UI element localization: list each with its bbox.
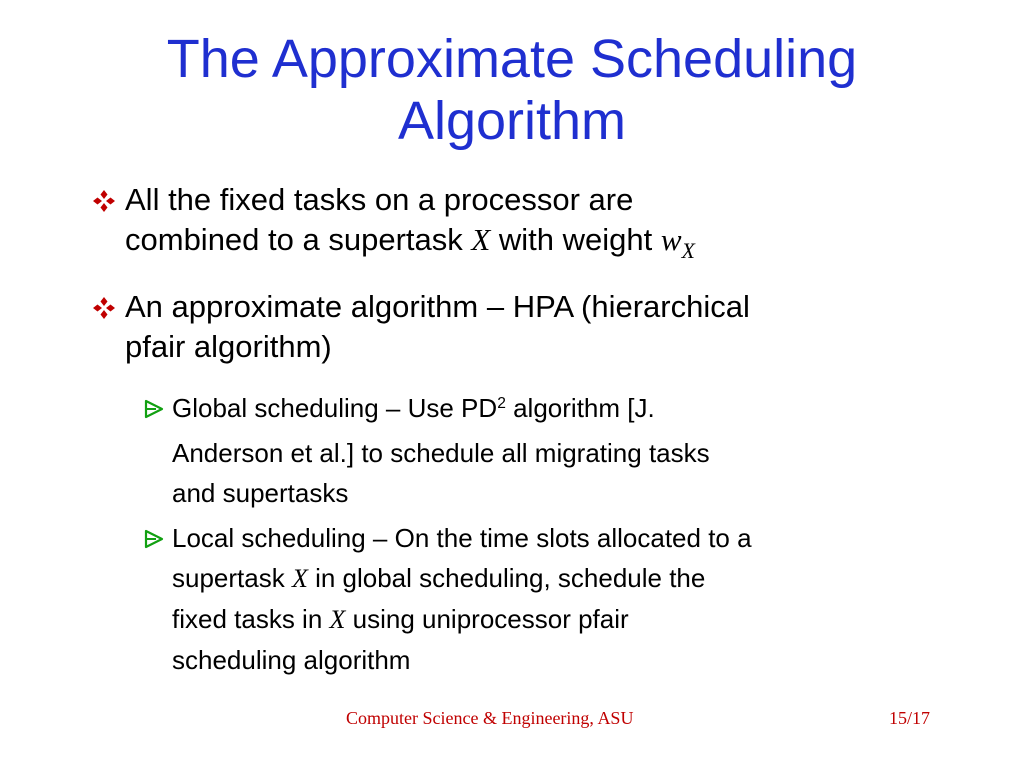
variable-w-subscript: X — [681, 238, 695, 263]
arrow-triangle-bullet-icon — [142, 518, 168, 558]
subbullet-text-fragment: fixed tasks in — [172, 604, 330, 634]
bullet-text-line: All the fixed tasks on a processor are — [125, 182, 634, 217]
subbullet-text-line: scheduling algorithm — [172, 645, 411, 675]
variable-x: X — [471, 222, 491, 257]
variable-w: w — [660, 222, 682, 257]
subbullet-text-fragment: using uniprocessor pfair — [345, 604, 629, 634]
subbullet-global-scheduling — [142, 388, 952, 508]
bullet-text-line: An approximate algorithm – HPA (hierarchical — [125, 289, 750, 324]
slide-title-line-2: Algorithm — [397, 91, 627, 151]
arrow-triangle-bullet-icon — [142, 388, 168, 428]
variable-x: X — [329, 605, 346, 634]
bullet-hpa — [90, 287, 950, 367]
footer-institution: Computer Science & Engineering, ASU — [346, 708, 634, 728]
bullet-text-fragment: combined to a supertask — [125, 222, 472, 257]
subbullet-text-line: Local scheduling – On the time slots allocated to a — [172, 523, 752, 553]
bullet-fixed-tasks — [90, 180, 950, 263]
bullet-text-line — [125, 220, 945, 263]
bullet-text-fragment: with weight — [490, 222, 661, 257]
subbullet-text-line — [172, 599, 952, 640]
variable-x: X — [291, 564, 308, 593]
four-diamond-bullet-icon — [90, 180, 122, 220]
subbullet-text-fragment: in global scheduling, schedule the — [307, 563, 706, 593]
subbullet-text-line: and supertasks — [172, 478, 349, 508]
bullet-text-line: pfair algorithm) — [125, 329, 332, 364]
slide-title — [40, 28, 984, 152]
subbullet-text-fragment: algorithm [J. — [505, 393, 655, 423]
four-diamond-bullet-icon — [90, 287, 122, 327]
subbullet-text-line: Anderson et al.] to schedule all migrating tasks — [172, 438, 710, 468]
subbullet-text-fragment: supertask — [172, 563, 292, 593]
slide-title-line-1: The Approximate Scheduling — [166, 29, 858, 89]
subbullet-text-line — [172, 388, 952, 433]
subbullet-text-line — [172, 558, 952, 599]
footer-page-number: 15/17 — [889, 708, 931, 728]
superscript: 2 — [497, 395, 506, 413]
subbullet-text-fragment: Global scheduling – Use PD — [172, 393, 498, 423]
subbullet-local-scheduling — [142, 518, 952, 678]
